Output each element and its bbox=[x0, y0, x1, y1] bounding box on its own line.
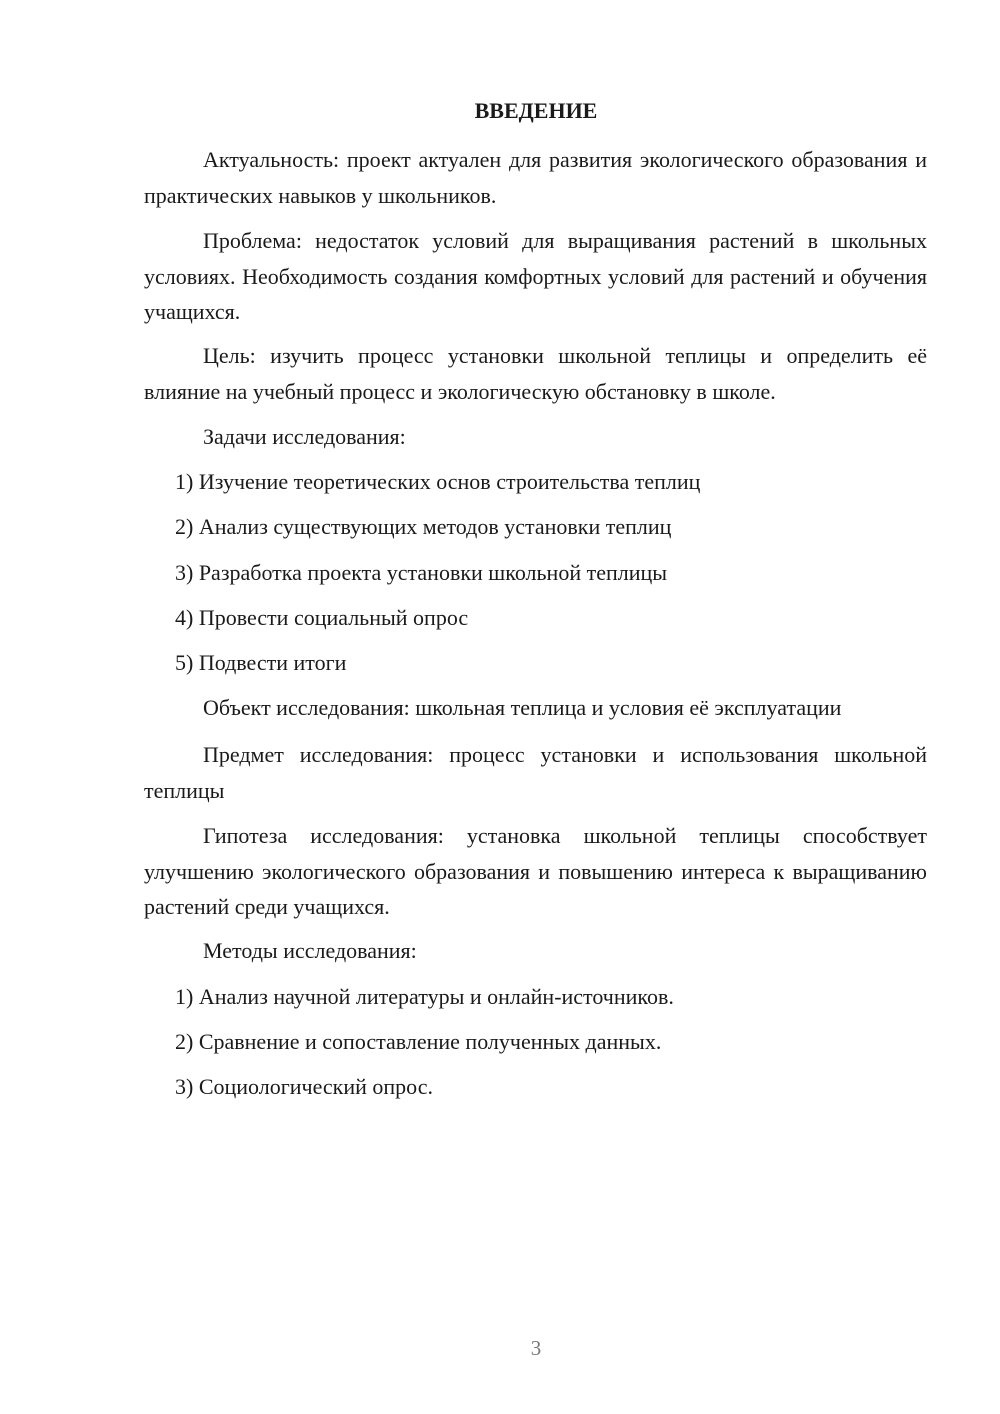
task-item: 2) Анализ существующих методов установки теплиц bbox=[175, 514, 672, 539]
task-item: 4) Провести социальный опрос bbox=[175, 605, 469, 630]
goal-paragraph: Цель: изучить процесс установки школьной теплицы и определить её влияние на учебный процесс и экологическую обстановку в школе. bbox=[144, 343, 927, 404]
task-item: 1) Изучение теоретических основ строительства теплиц bbox=[175, 469, 701, 494]
relevance-paragraph: Актуальность: проект актуален для развития экологического образования и практических навыков у школьников. bbox=[144, 147, 927, 208]
subject-paragraph: Предмет исследования: процесс установки и использования школьной теплицы bbox=[144, 742, 927, 803]
page-number: 3 bbox=[530, 1336, 542, 1360]
method-item: 2) Сравнение и сопоставление полученных данных. bbox=[175, 1029, 662, 1054]
hypothesis-paragraph: Гипотеза исследования: установка школьной теплицы способствует улучшению экологического образования и повышению интереса к выращиванию растений среди учащихся. bbox=[144, 823, 927, 919]
object-paragraph: Объект исследования: школьная теплица и условия её эксплуатации bbox=[203, 695, 842, 720]
tasks-heading: Задачи исследования: bbox=[203, 424, 406, 449]
task-item: 5) Подвести итоги bbox=[175, 650, 347, 675]
method-item: 3) Социологический опрос. bbox=[175, 1074, 433, 1099]
section-title: ВВЕДЕНИЕ bbox=[474, 98, 598, 123]
task-item: 3) Разработка проекта установки школьной теплицы bbox=[175, 560, 668, 585]
methods-heading: Методы исследования: bbox=[203, 938, 417, 963]
method-item: 1) Анализ научной литературы и онлайн-источников. bbox=[175, 984, 674, 1009]
problem-paragraph: Проблема: недостаток условий для выращивания растений в школьных условиях. Необходимость создания комфортных условий для растений и обучения учащихся. bbox=[144, 228, 927, 324]
